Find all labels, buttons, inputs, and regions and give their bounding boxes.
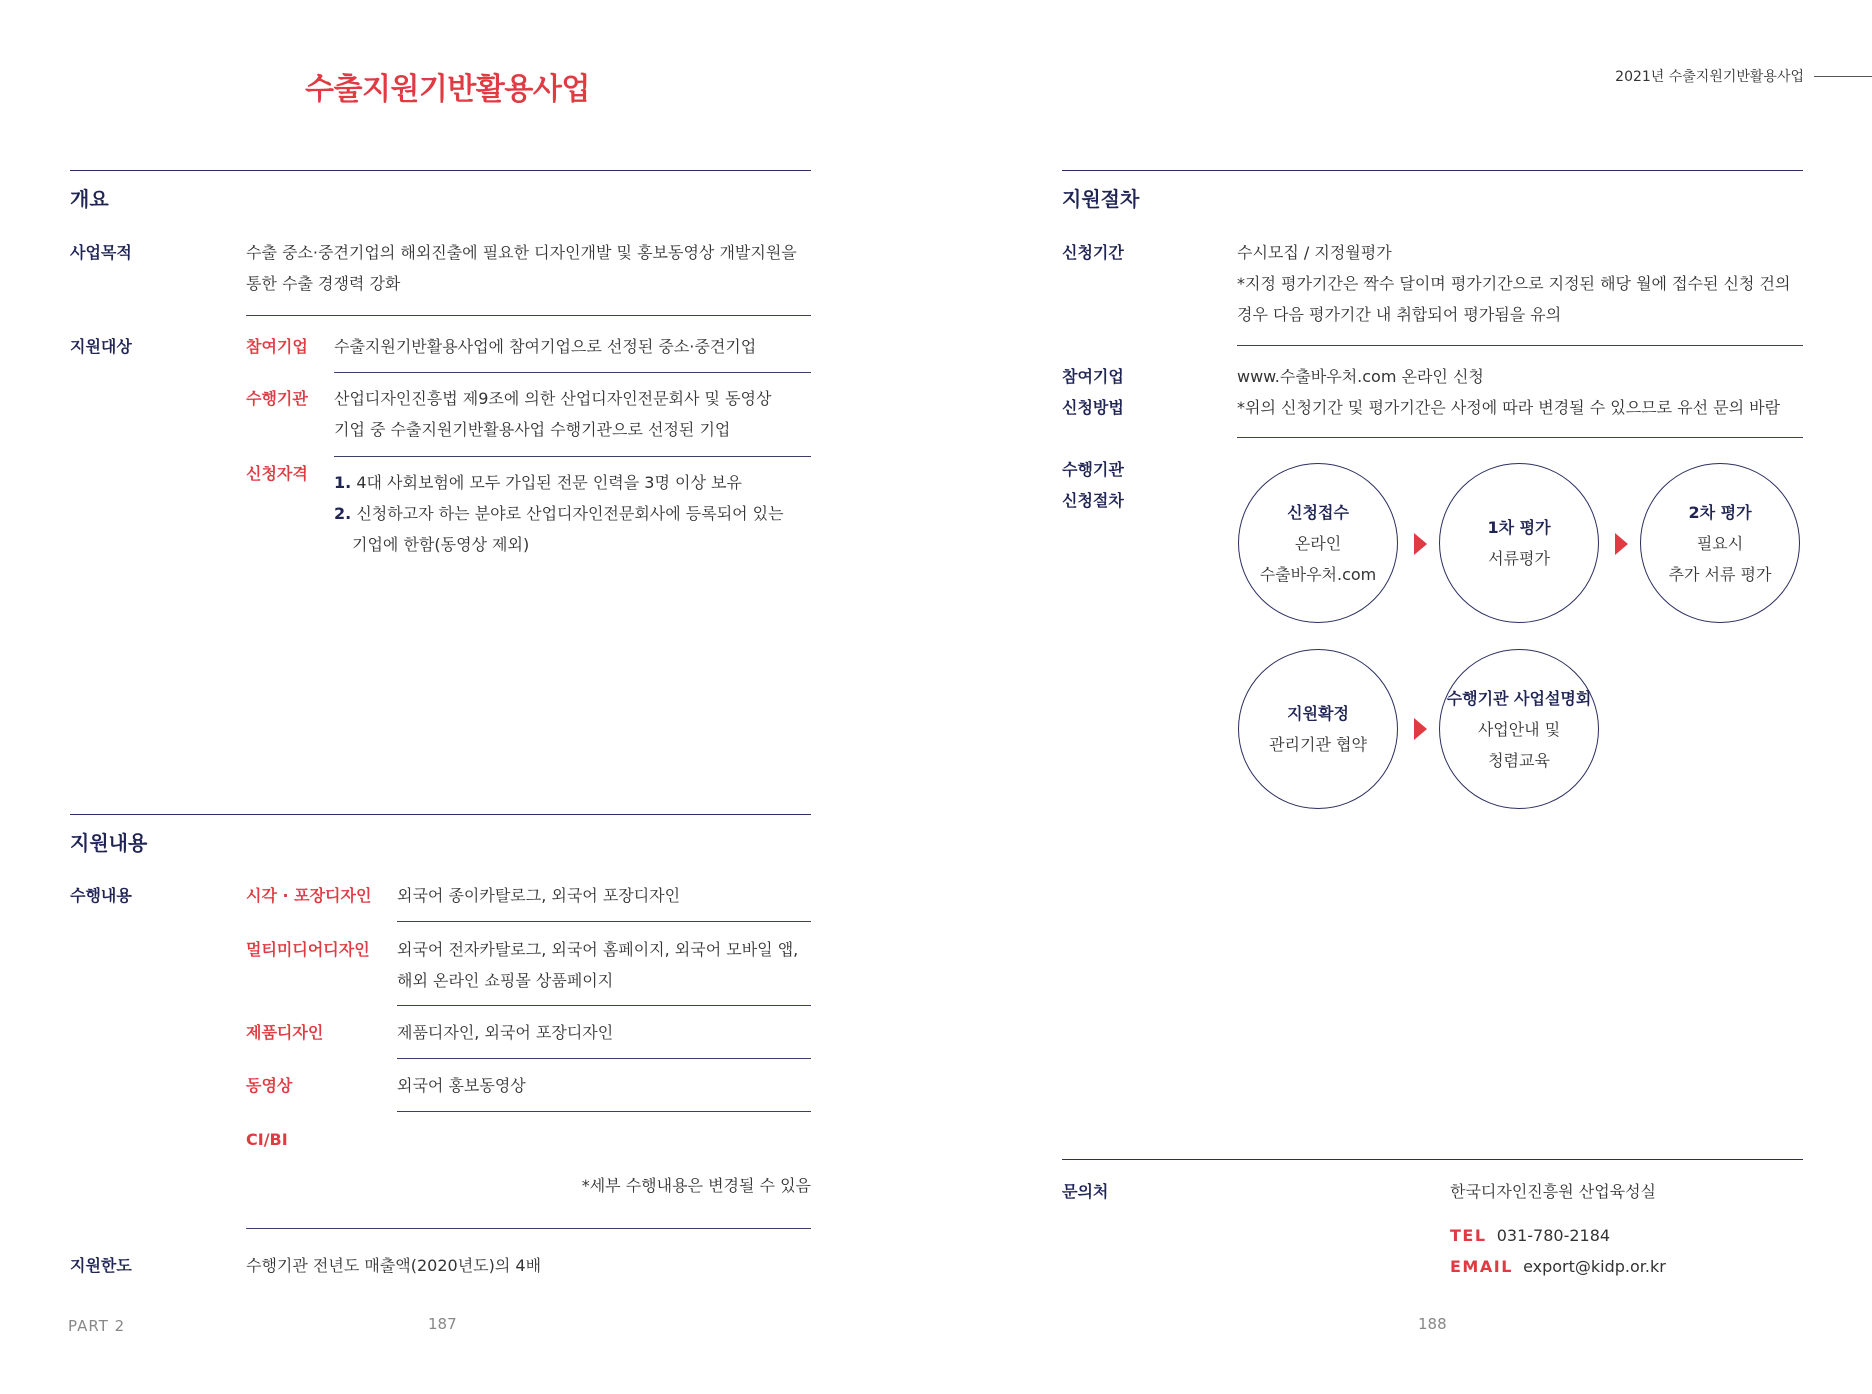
target-sub-label: 신청자격 [246,464,308,483]
section-heading-overview: 개요 [70,187,109,211]
page-title: 수출지원기반활용사업 [305,72,590,107]
flow-label: 수행기관 신청절차 [1062,460,1124,510]
contact-tel: TEL 031-780-2184 [1450,1226,1611,1245]
perform-sub-label: CI/BI [246,1130,288,1149]
section-rule [70,814,811,815]
target-sub-label: 수행기관 [246,389,308,408]
method-label: 참여기업 신청방법 [1062,367,1124,417]
target-sub-text: 산업디자인진흥법 제9조에 의한 산업디자인전문회사 및 동영상 기업 중 수출지원기반활용사업 수행기관으로 선정된 기업 [334,389,772,439]
perform-sub-label: 동영상 [246,1076,293,1095]
flow-step-apply: 신청접수 온라인 수출바우처.com [1238,463,1398,623]
contact-email: EMAIL export@kidp.or.kr [1450,1257,1666,1276]
page-number-left: 187 [428,1315,457,1333]
arrow-right-icon [1414,718,1427,740]
divider [397,921,811,922]
perform-sub-text: 외국어 종이카탈로그, 외국어 포장디자인 [397,886,681,905]
flow-step-first-eval: 1차 평가 서류평가 [1439,463,1599,623]
arrow-right-icon [1414,533,1427,555]
list-item: 2. 신청하고자 하는 분야로 산업디자인전문회사에 등록되어 있는 [334,504,784,523]
flow-step-confirm: 지원확정 관리기관 협약 [1238,649,1398,809]
divider [397,1005,811,1006]
divider [246,315,811,316]
perform-sub-label: 멀티미디어디자인 [246,940,370,959]
target-sub-label: 참여기업 [246,337,308,356]
method-text: www.수출바우처.com 온라인 신청 *위의 신청기간 및 평가기간은 사정에 따라 변경될 수 있으므로 유선 문의 바람 [1237,367,1781,417]
period-label: 신청기간 [1062,243,1124,262]
section-rule [70,170,811,171]
purpose-text: 수출 중소·중견기업의 해외진출에 필요한 디자인개발 및 홍보동영상 개발지원을 통한 수출 경쟁력 강화 [246,243,797,293]
flow-step-briefing: 수행기관 사업설명회 사업안내 및 청렴교육 [1439,649,1599,809]
divider [246,1228,811,1229]
perform-label: 수행내용 [70,886,132,905]
period-text: 수시모집 / 지정월평가 *지정 평가기간은 짝수 달이며 평가기간으로 지정된 해당 월에 접수된 신청 건의 경우 다음 평가기간 내 취합되어 평가됨을 유의 [1237,243,1791,324]
limit-label: 지원한도 [70,1256,132,1275]
target-sub-text: 수출지원기반활용사업에 참여기업으로 선정된 중소·중견기업 [334,337,757,356]
perform-sub-text: 외국어 전자카탈로그, 외국어 홈페이지, 외국어 모바일 앱, 해외 온라인 쇼핑몰 상품페이지 [397,940,799,990]
list-item: 1. 4대 사회보험에 모두 가입된 전문 인력을 3명 이상 보유 [334,473,742,492]
purpose-label: 사업목적 [70,243,132,262]
flow-step-second-eval: 2차 평가 필요시 추가 서류 평가 [1640,463,1800,623]
divider [334,456,811,457]
header-rule [1814,76,1872,77]
section-rule [1062,1159,1803,1160]
contact-label: 문의처 [1062,1182,1109,1201]
section-heading-procedure: 지원절차 [1062,187,1140,211]
arrow-right-icon [1615,533,1628,555]
divider [1237,437,1803,438]
perform-sub-label: 시각 · 포장디자인 [246,886,372,905]
limit-text: 수행기관 전년도 매출액(2020년도)의 4배 [246,1256,542,1275]
contact-org: 한국디자인진흥원 산업육성실 [1450,1182,1657,1201]
target-label: 지원대상 [70,337,132,356]
divider [334,372,811,373]
content-note: *세부 수행내용은 변경될 수 있음 [581,1176,811,1195]
page-number-right: 188 [1418,1315,1447,1333]
divider [1237,345,1803,346]
part-label: PART 2 [68,1317,126,1335]
qualification-list: 1. 4대 사회보험에 모두 가입된 전문 인력을 3명 이상 보유 2. 신청하고자 하는 분야로 산업디자인전문회사에 등록되어 있는 기업에 한함(동영상 제외) [334,467,784,560]
divider [397,1111,811,1112]
section-heading-content: 지원내용 [70,831,148,855]
perform-sub-text: 외국어 홍보동영상 [397,1076,526,1095]
running-header: 2021년 수출지원기반활용사업 [1615,69,1804,85]
perform-sub-text: 제품디자인, 외국어 포장디자인 [397,1023,614,1042]
divider [397,1058,811,1059]
section-rule [1062,170,1803,171]
perform-sub-label: 제품디자인 [246,1023,324,1042]
